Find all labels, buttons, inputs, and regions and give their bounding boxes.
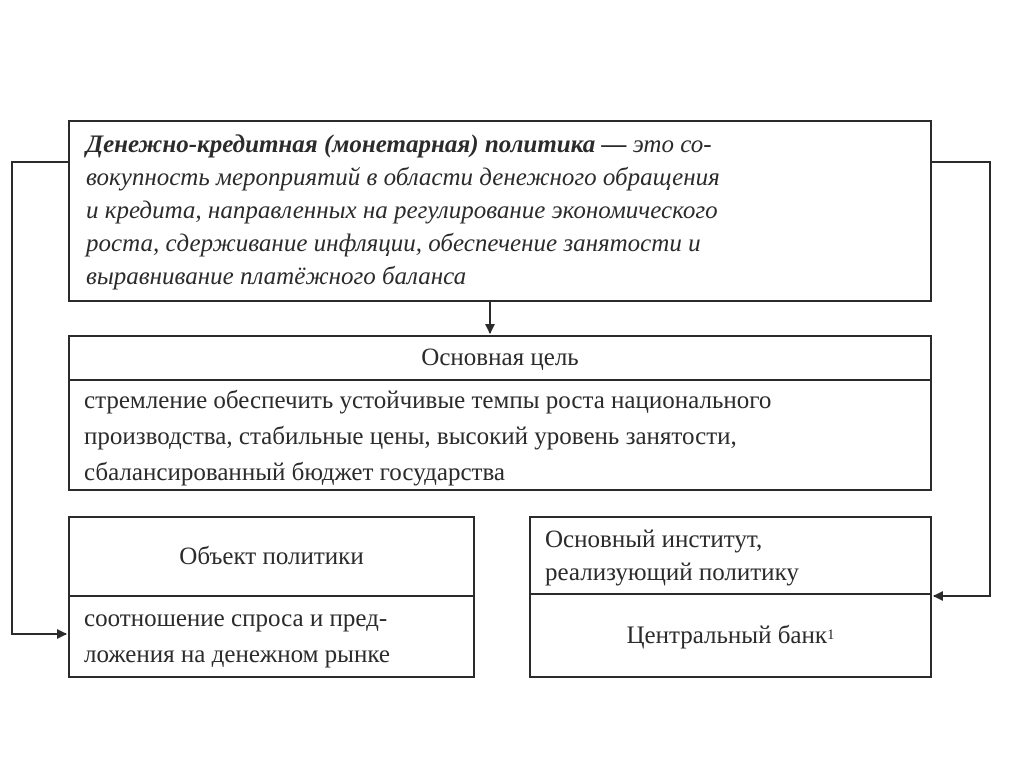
definition-line-3: и кредита, направленных на регулирование экономического [86, 197, 718, 224]
definition-term: Денежно-кредитная (монетарная) политика [86, 131, 596, 158]
object-box [68, 516, 475, 678]
definition-line-4: роста, сдерживание инфляции, обеспечение занятости и [86, 230, 701, 257]
institute-body [531, 595, 930, 676]
arrow-definition-to-institute [932, 162, 990, 596]
institute-title-line-1: Основный институт, [545, 526, 763, 553]
institute-title-line-2: реализующий политику [545, 559, 799, 586]
definition-line-2: вокупность мероприятий в области денежного обращения [86, 164, 720, 191]
definition-text-1: это со- [632, 131, 712, 158]
goal-line-3: сбалансированный бюджет государства [84, 459, 506, 486]
definition-box [68, 120, 932, 302]
goal-title: Основная цель [70, 337, 930, 381]
goal-line-2: производства, стабильные цены, высокий уровень занятости, [84, 423, 737, 450]
institute-box [529, 516, 932, 678]
definition-dash: — [595, 131, 633, 158]
object-line-1: соотношение спроса и пред- [84, 605, 388, 632]
goal-box [68, 335, 932, 491]
arrow-definition-to-object [12, 162, 68, 634]
object-title: Объект политики [70, 518, 473, 597]
institute-title [531, 518, 930, 595]
definition-line-5: выравнивание платёжного баланса [86, 263, 467, 290]
goal-body [70, 381, 930, 491]
institute-footnote: 1 [827, 627, 835, 643]
institute-value: Центральный банк [626, 621, 828, 649]
goal-line-1: стремление обеспечить устойчивые темпы роста национального [84, 387, 772, 414]
object-line-2: ложения на денежном рынке [84, 641, 390, 668]
object-body [70, 597, 473, 673]
definition-line-1 [86, 128, 916, 161]
